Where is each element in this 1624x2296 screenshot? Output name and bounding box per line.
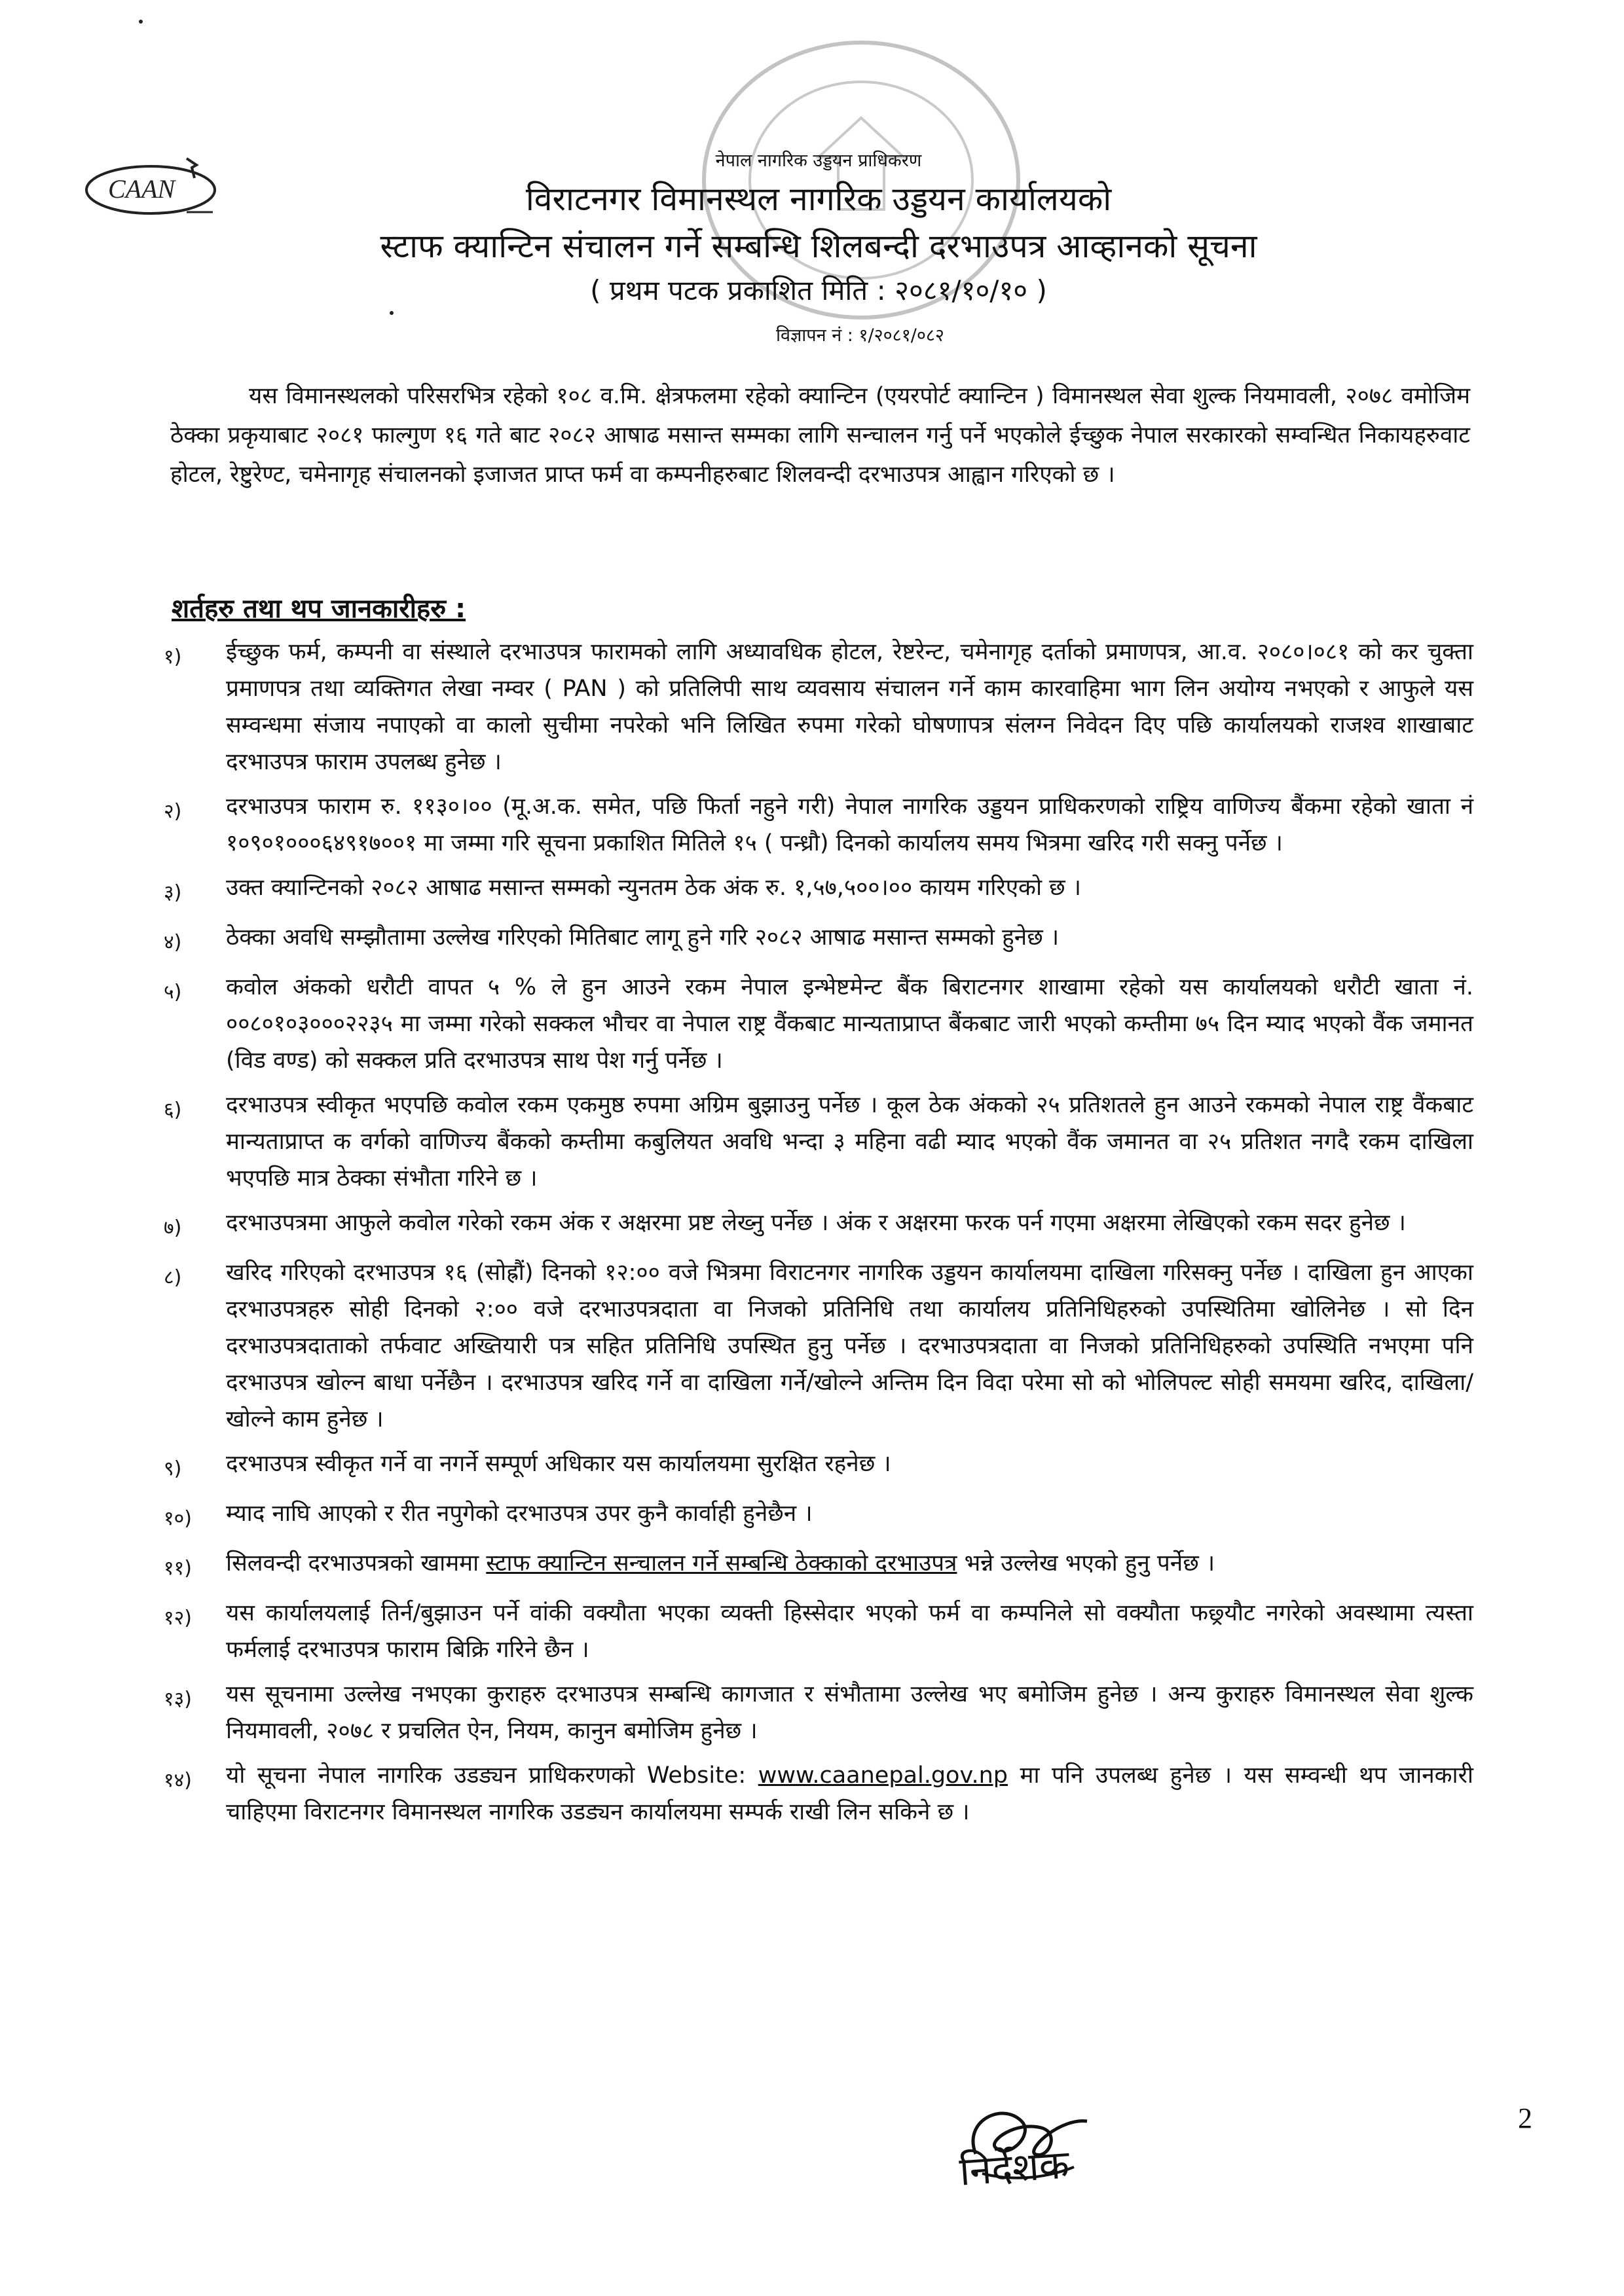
item-text-start: यो सूचना नेपाल नागरिक उडड्यन प्राधिकरणको Website: <box>226 1762 758 1789</box>
list-item <box>164 634 1473 780</box>
item-number: ११) <box>164 1557 192 1580</box>
item-text: म्याद नाघि आएको र रीत नपुगेको दरभाउपत्र उपर कुनै कार्वाही हुनेछैन । <box>226 1501 813 1527</box>
item-text: यस सूचनामा उल्लेख नभएका कुराहरु दरभाउपत्र सम्बन्धि कागजात र संभौतामा उल्लेख भए बमोजिम हुनेछ । अन्य कुराहरु विमानस्थल सेवा शुल्क नियमावली, २०७८ र प्रचलित ऐन, नियम, कानुन बमोजिम हुनेछ । <box>226 1681 1473 1744</box>
item-text: ठेक्का अवधि सम्झौतामा उल्लेख गरिएको मितिबाट लागू हुने गरि २०८२ आषाढ मसान्त सम्मको हुनेछ । <box>226 924 1060 951</box>
notice-title: स्टाफ क्यान्टिन संचालन गर्ने सम्बन्धि शिलबन्दी दरभाउपत्र आव्हानको सूचना <box>380 227 1257 265</box>
item-number: ४) <box>164 931 182 954</box>
list-item <box>164 1495 1473 1537</box>
intro-paragraph: यस विमानस्थलको परिसरभित्र रहेको १०८ व.मि. क्षेत्रफलमा रहेको क्यान्टिन (एयरपोर्ट क्यान्टिन ) विमानस्थल सेवा शुल्क नियमावली, २०७८ वमोजिम ठेक्का प्रकृयाबाट २०८१ फाल्गुण १६ गते बाट २०८२ आषाढ मसान्त सम्मका लागि सन्चालन गर्नु पर्ने भएकोले ईच्छुक नेपाल सरकारको सम्वन्धित निकायहरुवाट होटल, रेष्टुरेण्ट, चमेनागृह संचालनको इजाजत प्राप्त फर्म वा कम्पनीहरुबाट शिलवन्दी दरभाउपत्र आह्वान गरिएको छ । <box>170 383 1470 488</box>
item-text: कवोल अंकको धरौटी वापत ५ % ले हुन आउने रकम नेपाल इन्भेष्टमेन्ट बैंक बिराटनगर शाखामा रहेको यस कार्यालयको धरौटी खाता नं. ००८०१०३०००२२३५ मा जम्मा गरेको सक्कल भौचर वा नेपाल राष्ट्र वैंकबाट मान्यताप्राप्त बैंकबाट जारी भएको कम्तीमा ७५ दिन म्याद भएको वैंक जमानत (विड वण्ड) को सक्कल प्रति दरभाउपत्र साथ पेश गर्नु पर्नेछ । <box>226 974 1473 1074</box>
item-text: खरिद गरिएको दरभाउपत्र १६ (सोह्रौं) दिनको १२:०० वजे भित्रमा विराटनगर नागरिक उड्डयन कार्यालयमा दाखिला गरिसक्नु पर्नेछ । दाखिला हुन आएका दरभाउपत्रहरु सोही दिनको २:०० वजे दरभाउपत्रदाता वा निजको प्रतिनिधि तथा कार्यालय प्रतिनिधिहरुको उपस्थितिमा खोलिनेछ । सो दिन दरभाउपत्रदाताको तर्फवाट अख्तियारी पत्र सहित प्रतिनिधि उपस्थित हुनु पर्नेछ । दरभाउपत्रदाता वा निजको प्रतिनिधिहरुको उपस्थिति नभएमा पनि दरभाउपत्र खोल्न बाधा पर्नेछैन । दरभाउपत्र खरिद गर्ने वा दाखिला गर्ने/खोल्ने अन्तिम दिन विदा परेमा सो को भोलिपल्ट सोही समयमा खरिद, दाखिला/खोल्ने काम हुनेछ । <box>226 1260 1473 1432</box>
item-number: ८) <box>164 1266 182 1289</box>
item-text <box>226 1545 1473 1587</box>
item-number: ९) <box>164 1457 182 1480</box>
item-text-start: सिलवन्दी दरभाउपत्रको खाममा <box>226 1550 487 1576</box>
item-number: ५) <box>164 981 182 1004</box>
item-number: ६) <box>164 1099 182 1121</box>
list-item <box>164 1545 1473 1587</box>
list-item <box>164 1087 1473 1197</box>
publication-date: ( प्रथम पटक प्रकाशित मिति : २०८१/१०/१० ) <box>590 274 1047 306</box>
item-text: दरभाउपत्र स्वीकृत गर्ने वा नगर्ने सम्पूर्ण अधिकार यस कार्यालयमा सुरक्षित रहनेछ । <box>226 1451 891 1477</box>
scan-speck <box>139 20 143 24</box>
list-item <box>164 1757 1473 1831</box>
item-text-end: मा पनि उपलब्ध हुनेछ । यस सम्वन्धी थप जानकारी चाहिएमा विराटनगर विमानस्थल नागरिक उडड्यन कार्यालयमा सम्पर्क राखी लिन सकिने छ । <box>226 1762 1473 1825</box>
notice-header <box>262 147 1375 312</box>
item-number: १०) <box>164 1507 192 1530</box>
page-number: 2 <box>1518 2102 1532 2134</box>
item-number: १) <box>164 646 182 668</box>
signature-title: निर्देशक <box>957 2141 1071 2195</box>
list-item <box>164 919 1473 961</box>
svg-text:CAAN: CAAN <box>108 174 175 204</box>
item-text: यस कार्यालयलाई तिर्न/बुझाउन पर्ने वांकी वक्यौता भएका व्यक्ती हिस्सेदार भएको फर्म वा कम्पनिले सो वक्यौता फछ्र्यौट नगरेको अवस्थामा त्यस्ता फर्मलाई दरभाउपत्र फाराम बिक्रि गरिने छैन । <box>226 1600 1473 1663</box>
list-item <box>164 1205 1473 1247</box>
item-text: उक्त क्यान्टिनको २०८२ आषाढ मसान्त सम्मको न्युनतम ठेक अंक रु. १,५७,५००।०० कायम गरिएको छ । <box>226 875 1082 901</box>
caan-logo-icon <box>82 152 223 224</box>
list-item <box>164 1595 1473 1668</box>
item-text: दरभाउपत्र फाराम रु. ११३०।०० (मू.अ.क. समेत, पछि फिर्ता नहुने गरी) नेपाल नागरिक उड्डयन प्राधिकरणको राष्ट्रिय वाणिज्य बैंकमा रहेको खाता नं १०९०१०००६४९१७००१ मा जम्मा गरि सूचना प्रकाशित मितिले १५ ( पन्ध्रौ) दिनको कार्यालय समय भित्रमा खरिद गरी सक्नु पर्नेछ । <box>226 793 1473 856</box>
item-text: दरभाउपत्र स्वीकृत भएपछि कवोल रकम एकमुष्ठ रुपमा अग्रिम बुझाउनु पर्नेछ । कूल ठेक अंकको २५ प्रतिशतले हुन आउने रकमको नेपाल राष्ट्र वैंकबाट मान्यताप्राप्त क वर्गको वाणिज्य बैंकको कम्तीमा कबुलियत अवधि भन्दा ३ महिना वढी म्याद भएको वैंक जमानत वा २५ प्रतिशत नगदै रकम दाखिला भएपछि मात्र ठेक्का संभौता गरिने छ । <box>226 1092 1473 1192</box>
item-number: १३) <box>164 1688 192 1711</box>
conditions-heading: शर्तहरु तथा थप जानकारीहरु : <box>172 594 466 624</box>
list-item <box>164 1254 1473 1438</box>
scan-speck <box>390 311 394 315</box>
office-name: विराटनगर विमानस्थल नागरिक उड्डयन कार्यालयको <box>525 180 1112 218</box>
list-item <box>164 1446 1473 1487</box>
item-number: १२) <box>164 1607 192 1630</box>
list-item <box>164 1676 1473 1749</box>
item-number: ७) <box>164 1216 182 1239</box>
item-text-end: भन्ने उल्लेख भएको हुनु पर्नेछ । <box>957 1550 1215 1576</box>
organization-name: नेपाल नागरिक उड्डयन प्राधिकरण <box>715 151 922 171</box>
list-item <box>164 869 1473 911</box>
item-number: २) <box>164 800 182 823</box>
website-link[interactable]: www.caanepal.gov.np <box>758 1762 1008 1789</box>
item-text: दरभाउपत्रमा आफुले कवोल गरेको रकम अंक र अक्षरमा प्रष्ट लेख्नु पर्नेछ । अंक र अक्षरमा फरक पर्न गएमा अक्षरमा लेखिएको रकम सदर हुनेछ । <box>226 1210 1406 1236</box>
item-number: १४) <box>164 1769 192 1792</box>
item-number: ३) <box>164 881 182 904</box>
conditions-list <box>164 634 1473 1838</box>
envelope-label: स्टाफ क्यान्टिन सन्चालन गर्ने सम्बन्धि ठेक्काको दरभाउपत्र <box>486 1550 957 1576</box>
item-text: ईच्छुक फर्म, कम्पनी वा संस्थाले दरभाउपत्र फारामको लागि अध्यावधिक होटल, रेष्टरेन्ट, चमेनागृह दर्ताको प्रमाणपत्र, आ.व. २०८०।०८१ को कर चुक्ता प्रमाणपत्र तथा व्यक्तिगत लेखा नम्वर ( PAN ) को प्रतिलिपी साथ व्यवसाय संचालन गर्ने काम कारवाहिमा भाग लिन अयोग्य नभएको र आफुले यस सम्वन्धमा संजाय नपाएको वा कालो सुचीमा नपरेको भनि लिखित रुपमा गरेको घोषणापत्र संलग्न निवेदन दिए पछि कार्यालयको राजश्व शाखाबाट दरभाउपत्र फाराम उपलब्ध हुनेछ । <box>226 639 1473 775</box>
item-text <box>226 1757 1473 1831</box>
list-item <box>164 788 1473 862</box>
list-item <box>164 969 1473 1079</box>
advertisement-number: विज्ञापन नं : १/२०८१/०८२ <box>776 325 944 346</box>
